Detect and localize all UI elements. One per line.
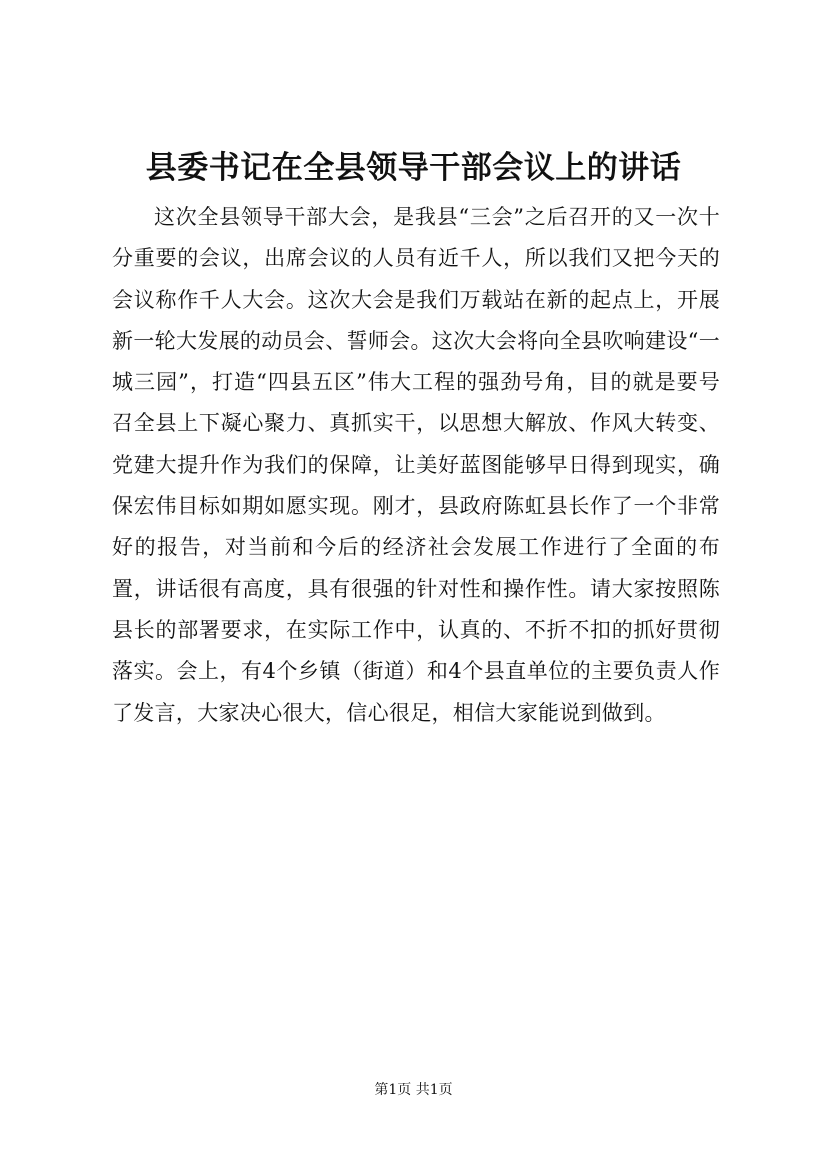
- page-footer: 第1页 共1页: [374, 1082, 453, 1098]
- document-title: 县委书记在全县领导干部会议上的讲话: [145, 150, 682, 186]
- body-paragraph: 这次全县领导干部大会，是我县“三会”之后召开的又一次十分重要的会议，出席会议的人员有近千人，所以我们又把今天的会议称作千人大会。这次大会是我们万载站在新的起点上，开展新一轮大发展的动员会、誓师会。这次大会将向全县吹响建设“一城三园”，打造“四县五区”伟大工程的强劲号角，目的就是要号召全县上下凝心聚力、真抓实干，以思想大解放、作风大转变、党建大提升作为我们的保障，让美好蓝图能够早日得到现实，确保宏伟目标如期如愿实现。刚才，县政府陈虹县长作了一个非常好的报告，对当前和今后的经济社会发展工作进行了全面的布置，讲话很有高度，具有很强的针对性和操作性。请大家按照陈县长的部署要求，在实际工作中，认真的、不折不扣的抓好贯彻落实。会上，有4个乡镇（街道）和4个县直单位的主要负责人作了发言，大家决心很大，信心很足，相信大家能说到做到。: [112, 205, 720, 725]
